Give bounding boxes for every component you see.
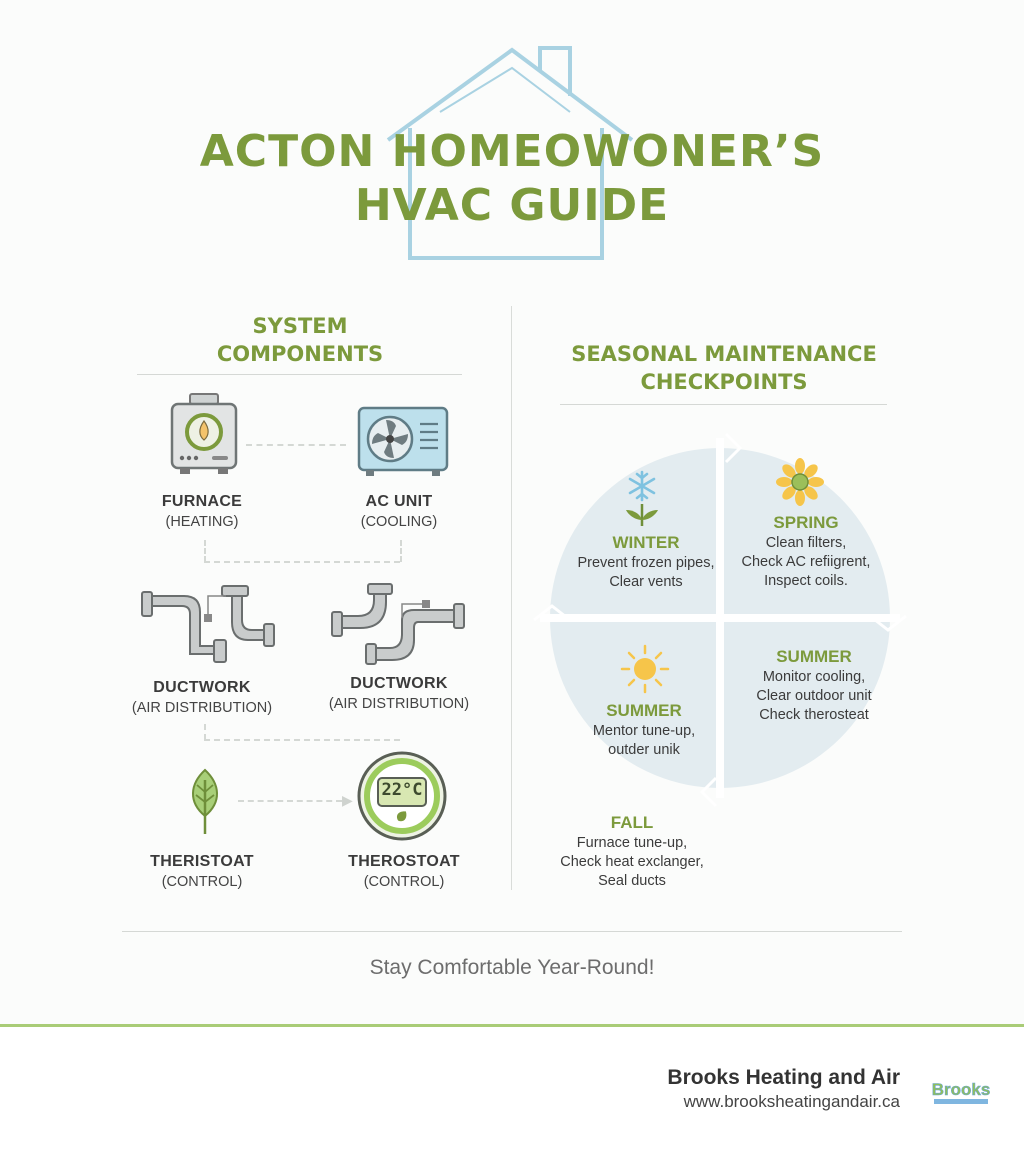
furnace-icon bbox=[168, 392, 240, 478]
footer bbox=[0, 1024, 1024, 1157]
connector-dash bbox=[246, 444, 346, 446]
connector-dash bbox=[204, 561, 400, 563]
season-task: Mentor tune-up, bbox=[592, 723, 696, 739]
component-name: DUCTWORK bbox=[153, 679, 251, 696]
component-ac-unit bbox=[299, 492, 499, 532]
components-heading-line-1: SYSTEM bbox=[252, 314, 348, 338]
season-task: Check heat exclanger, bbox=[560, 854, 704, 870]
sun-icon bbox=[620, 644, 670, 694]
ductwork-icon bbox=[138, 584, 278, 670]
tagline: Stay Comfortable Year-Round! bbox=[369, 956, 655, 979]
brand-logo-text: Brooks bbox=[931, 1080, 991, 1099]
season-summer-right bbox=[714, 646, 914, 725]
connector-dash bbox=[204, 724, 206, 740]
season-task: Check therosteat bbox=[759, 707, 869, 723]
arrow-right-icon: ▶ bbox=[342, 792, 353, 808]
component-role: (CONTROL) bbox=[363, 874, 445, 890]
seasonal-divider bbox=[560, 404, 887, 405]
thermostat-display: 22°C bbox=[381, 780, 423, 800]
page-title-line-2: HVAC GUIDE bbox=[354, 180, 670, 231]
season-name: SPRING bbox=[773, 513, 839, 532]
flower-icon bbox=[776, 458, 824, 506]
season-name: SUMMER bbox=[606, 701, 682, 720]
component-role: (COOLING) bbox=[360, 514, 438, 530]
season-name: FALL bbox=[610, 813, 654, 832]
component-name: THERISTOAT bbox=[150, 853, 254, 870]
season-summer-left bbox=[544, 700, 744, 760]
brand-url[interactable]: www.brooksheatingandair.ca bbox=[683, 1092, 900, 1111]
component-role: (AIR DISTRIBUTION) bbox=[131, 700, 273, 716]
season-task: Monitor cooling, bbox=[762, 669, 866, 685]
connector-dash bbox=[400, 540, 402, 562]
seasonal-heading-line-1: SEASONAL MAINTENANCE bbox=[571, 342, 877, 366]
season-name: WINTER bbox=[612, 533, 680, 552]
page-title-line-1: ACTON HOMEOWONER’S bbox=[199, 126, 825, 177]
season-name: SUMMER bbox=[776, 647, 852, 666]
tagline-divider bbox=[122, 931, 902, 932]
brand-name: Brooks Heating and Air bbox=[667, 1066, 900, 1089]
component-thermostat-2 bbox=[304, 852, 504, 892]
season-task: Clear outdoor unit bbox=[756, 688, 872, 704]
connector-dash bbox=[204, 739, 400, 741]
component-ductwork-1 bbox=[102, 678, 302, 718]
ductwork-icon bbox=[330, 582, 470, 668]
seasonal-heading bbox=[544, 340, 904, 396]
snowflake-icon bbox=[620, 470, 664, 528]
season-task: Clean filters, bbox=[765, 535, 847, 551]
components-heading-line-2: COMPONENTS bbox=[216, 342, 384, 366]
season-task: Check AC refiigrent, bbox=[741, 554, 871, 570]
component-furnace bbox=[102, 492, 302, 532]
component-name: THEROSTOAT bbox=[348, 853, 460, 870]
component-role: (CONTROL) bbox=[161, 874, 243, 890]
component-ductwork-2 bbox=[299, 674, 499, 714]
ac-unit-icon bbox=[356, 404, 452, 480]
column-divider bbox=[511, 306, 512, 890]
component-name: AC UNIT bbox=[365, 493, 433, 510]
season-task: outder unik bbox=[608, 742, 680, 758]
season-task: Prevent frozen pipes, bbox=[577, 555, 715, 571]
seasonal-heading-line-2: CHECKPOINTS bbox=[640, 370, 808, 394]
leaf-icon bbox=[182, 766, 228, 836]
component-name: DUCTWORK bbox=[350, 675, 448, 692]
season-spring bbox=[706, 512, 906, 591]
component-role: (HEATING) bbox=[165, 514, 239, 530]
season-task: Inspect coils. bbox=[764, 573, 848, 589]
season-task: Clear vents bbox=[609, 574, 683, 590]
connector-dash bbox=[238, 800, 342, 802]
season-task: Furnace tune-up, bbox=[576, 835, 688, 851]
component-role: (AIR DISTRIBUTION) bbox=[328, 696, 470, 712]
connector-dash bbox=[204, 540, 206, 562]
components-heading bbox=[180, 312, 420, 368]
components-divider bbox=[137, 374, 462, 375]
component-thermostat-1 bbox=[102, 852, 302, 892]
brand-logo bbox=[928, 1076, 994, 1108]
season-task: Seal ducts bbox=[598, 873, 666, 889]
component-name: FURNACE bbox=[161, 493, 243, 510]
season-fall bbox=[532, 812, 732, 891]
